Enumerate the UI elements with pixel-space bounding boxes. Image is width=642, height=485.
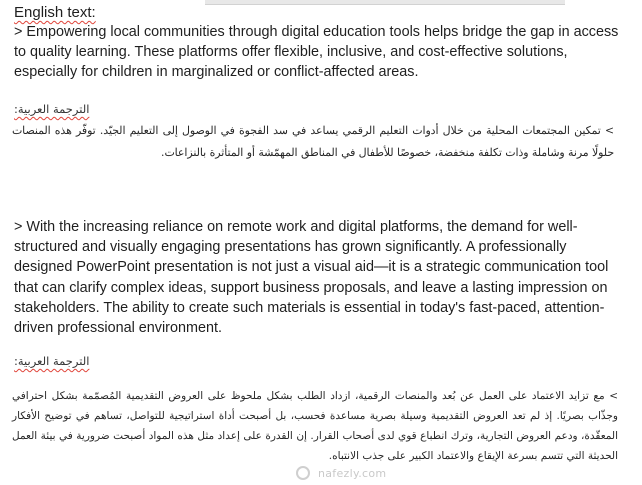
top-toolbar-strip [205, 0, 565, 5]
english-paragraph-1: > Empowering local communities through digital education tools helps bridge the gap in access to quality learning. These platforms offer flexible, inclusive, and cost-effective solutions, especially for children in marginalized or conflict-affected areas. [14, 24, 619, 81]
arabic-translation-label-1: الترجمة العربية: [14, 102, 90, 116]
english-paragraph-2: > With the increasing reliance on remote work and digital platforms, the demand for well-structured and visually engaging presentations has grown significantly. A professionally designed PowerPoint presentation is not just a visual aid—it is a strategic communication tool that can clarify complex ideas, support business proposals, and leave a lasting impression on stakeholders. The ability to create such materials is essential in today's fast-paced, attention-driven professional environment. [14, 219, 609, 337]
english-text-label: English text: [14, 4, 96, 21]
arabic-translation-label-2: الترجمة العربية: [14, 354, 90, 368]
arabic-paragraph-2: > مع تزايد الاعتماد على العمل عن بُعد والمنصات الرقمية، ازداد الطلب بشكل ملحوظ على العروض التقديمية المُصمّمة بشكل احترافي وجذّاب بصريًا. إذ لم تعد العروض التقديمية وسيلة بصرية مساعدة فحسب، بل أصبحت أداة استراتيجية للتواصل، تساهم في توضيح الأفكار المعقّدة، ودعم العروض التجارية، وترك انطباع قوي لدى أصحاب القرار. إن القدرة على إعداد مثل هذه المواد أصبحت ضرورية في بيئة العمل الحديثة التي تتسم بسرعة الإيقاع والاعتماد الكبير على جذب الانتباه. [12, 390, 618, 462]
watermark: nafezly.com [318, 467, 387, 480]
watermark-logo-icon [296, 466, 310, 480]
arabic-paragraph-1: > تمكين المجتمعات المحلية من خلال أدوات التعليم الرقمي يساعد في سد الفجوة في الوصول إلى التعليم الجيّد. توفّر هذه المنصات حلولًا مرنة وشاملة وذات تكلفة منخفضة، خصوصًا للأطفال في المناطق المهمّشة أو المتأثرة بالنزاعات. [12, 124, 614, 159]
